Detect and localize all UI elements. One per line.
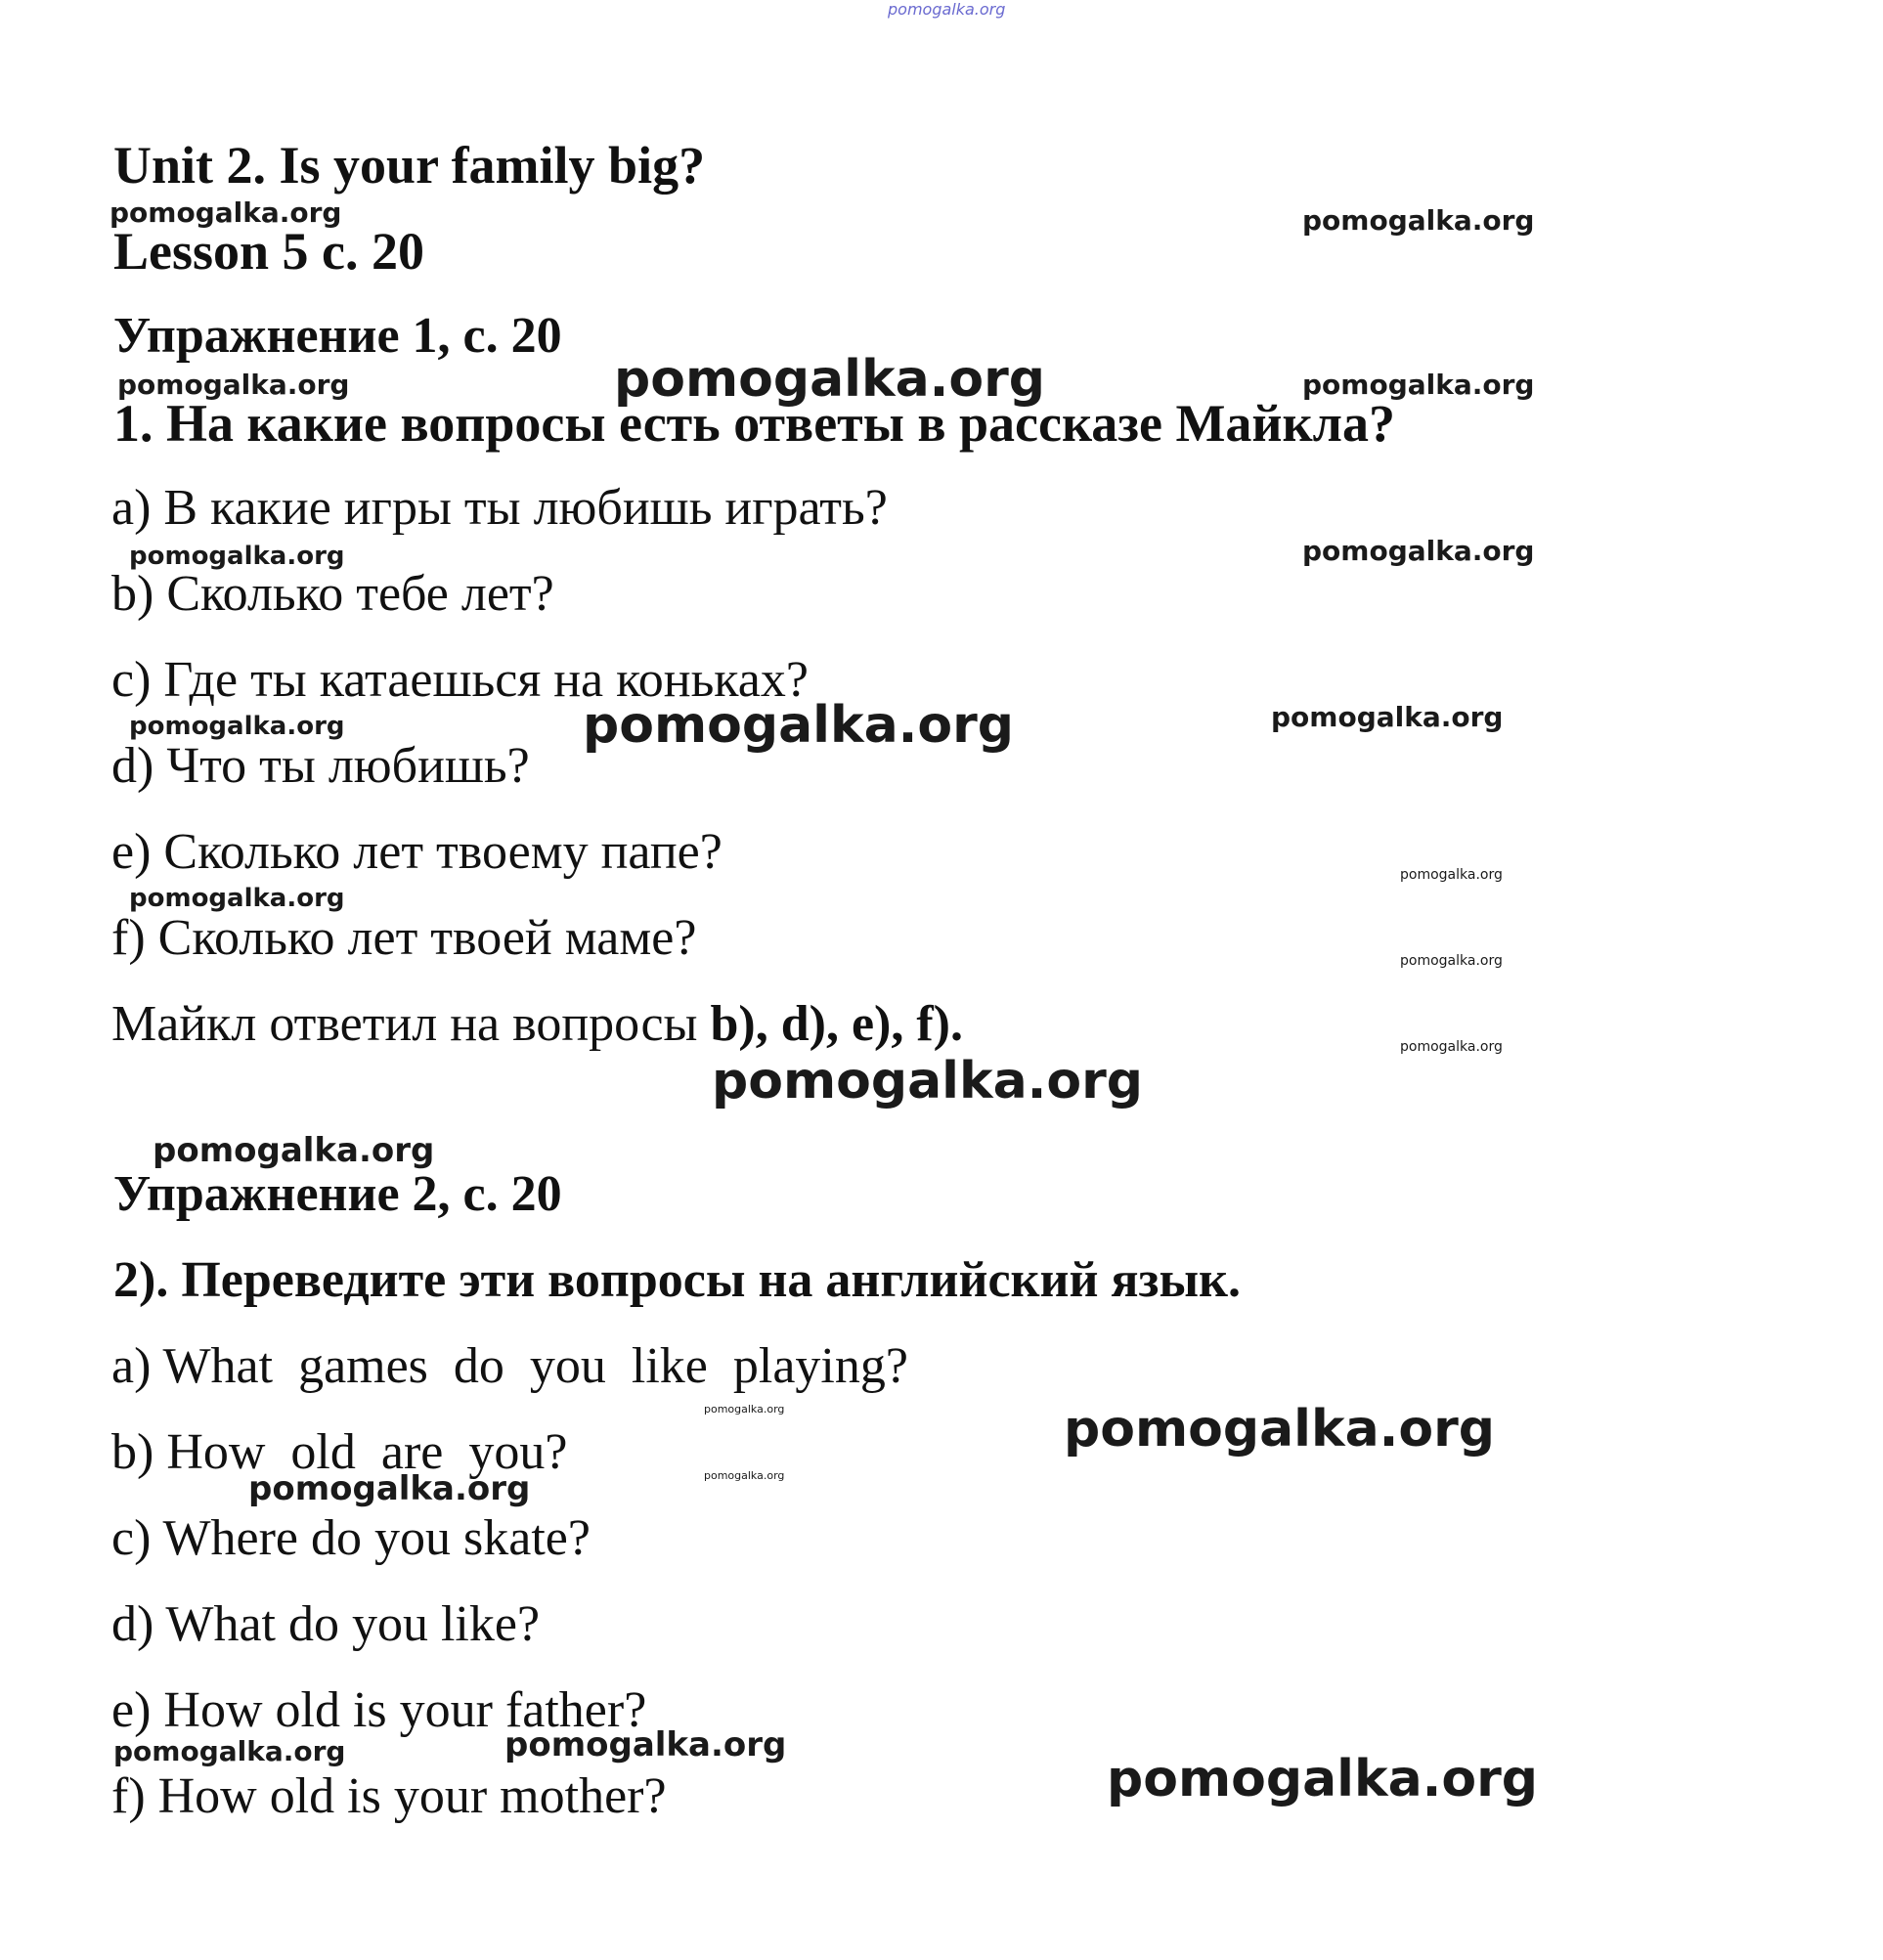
exercise1-item-d: d) Что ты любишь?	[111, 738, 530, 794]
exercise1-title: Упражнение 1, с. 20	[113, 308, 562, 364]
watermark: pomogalka.org	[129, 542, 345, 571]
exercise1-answer	[111, 996, 963, 1052]
unit-title: Unit 2. Is your family big?	[113, 136, 706, 195]
watermark: pomogalka.org	[1064, 1400, 1496, 1459]
exercise2-item-f: f) How old is your mother?	[111, 1768, 667, 1824]
exercise2-item-c: c) Where do you skate?	[111, 1510, 591, 1566]
exercise2-task: 2). Переведите эти вопросы на английский язык.	[113, 1252, 1242, 1308]
watermark: pomogalka.org	[1400, 1039, 1503, 1055]
exercise1-item-f: f) Сколько лет твоей маме?	[111, 910, 697, 966]
watermark: pomogalka.org	[614, 350, 1046, 409]
watermark: pomogalka.org	[704, 1403, 785, 1416]
watermark: pomogalka.org	[1302, 535, 1535, 567]
watermark: pomogalka.org	[109, 196, 342, 229]
watermark: pomogalka.org	[704, 1469, 785, 1482]
header-watermark: pomogalka.org	[888, 0, 1006, 19]
exercise2-item-d: d) What do you like?	[111, 1596, 541, 1652]
answer-prefix: Майкл ответил на вопросы	[111, 996, 711, 1052]
exercise2-item-a: a) What games do you like playing?	[111, 1338, 908, 1394]
exercise1-item-c: c) Где ты катаешься на коньках?	[111, 652, 809, 708]
exercise1-task: 1. На какие вопросы есть ответы в рассказе Майкла?	[113, 394, 1395, 453]
watermark: pomogalka.org	[504, 1725, 787, 1764]
watermark: pomogalka.org	[1400, 867, 1503, 883]
watermark: pomogalka.org	[248, 1469, 531, 1508]
watermark: pomogalka.org	[129, 884, 345, 913]
watermark: pomogalka.org	[1400, 953, 1503, 969]
exercise2-title: Упражнение 2, с. 20	[113, 1166, 562, 1222]
answer-value: b), d), e), f).	[710, 996, 963, 1052]
watermark: pomogalka.org	[113, 1735, 346, 1767]
watermark: pomogalka.org	[712, 1052, 1144, 1111]
lesson-title: Lesson 5 с. 20	[113, 222, 425, 281]
watermark: pomogalka.org	[1302, 369, 1535, 401]
exercise1-item-a: a) В какие игры ты любишь играть?	[111, 480, 888, 536]
exercise1-item-b: b) Сколько тебе лет?	[111, 566, 554, 622]
watermark: pomogalka.org	[1107, 1750, 1539, 1808]
watermark: pomogalka.org	[583, 696, 1015, 755]
exercise1-item-e: e) Сколько лет твоему папе?	[111, 824, 723, 880]
exercise2-item-b: b) How old are you?	[111, 1424, 568, 1480]
watermark: pomogalka.org	[117, 369, 350, 401]
watermark: pomogalka.org	[1302, 204, 1535, 237]
watermark: pomogalka.org	[1271, 701, 1504, 733]
watermark: pomogalka.org	[153, 1131, 435, 1170]
watermark: pomogalka.org	[129, 712, 345, 741]
exercise2-item-e: e) How old is your father?	[111, 1682, 647, 1738]
